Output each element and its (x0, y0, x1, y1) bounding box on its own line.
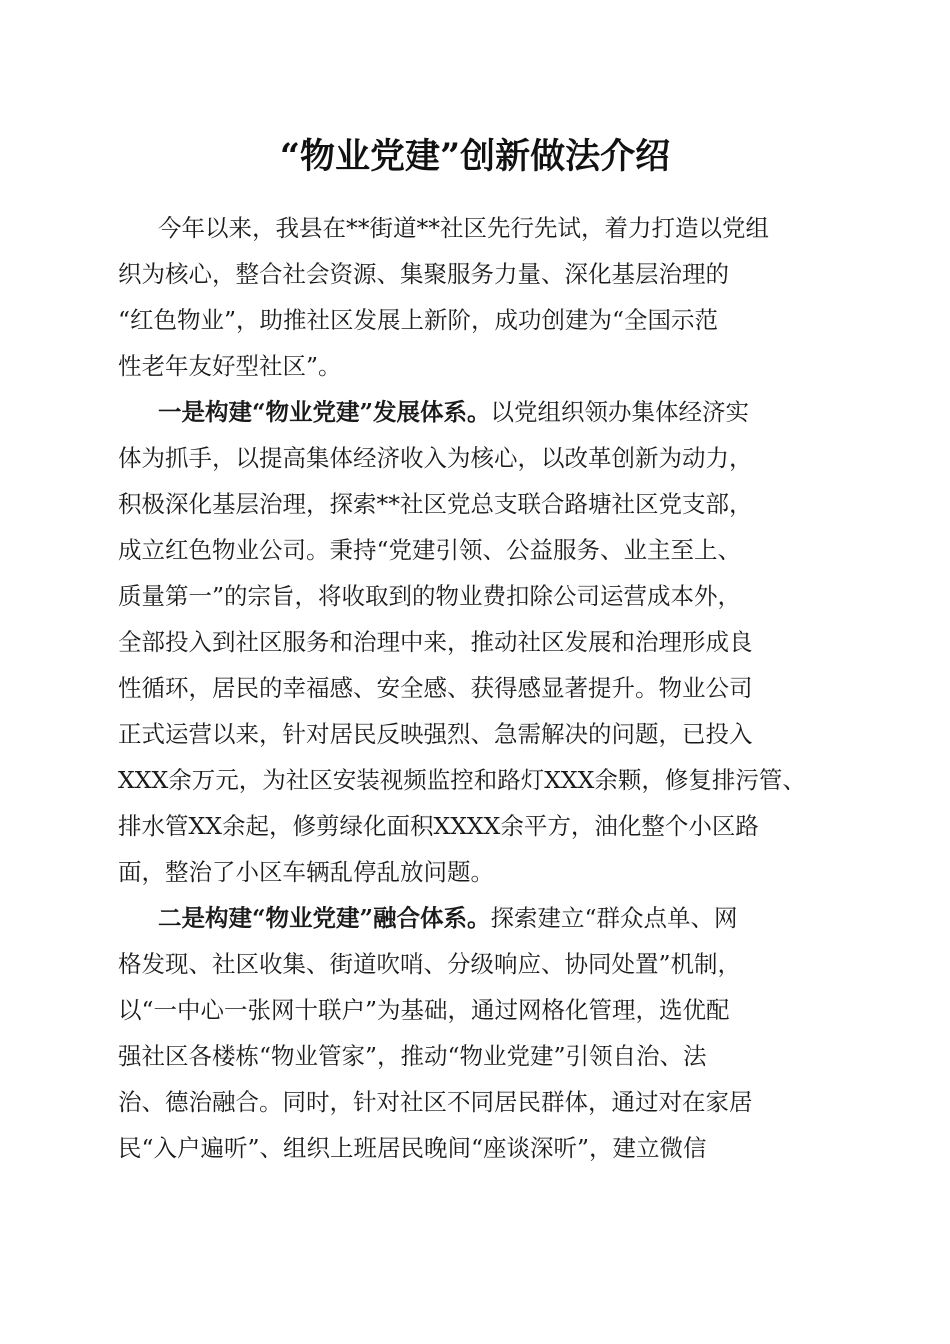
text-line: 治、德治融合。同时，针对社区不同居民群体，通过对在家居 (118, 1088, 753, 1116)
text-line: 强社区各楼栋“物业管家”，推动“物业党建”引领自治、法 (118, 1042, 707, 1070)
text-line: 质量第一”的宗旨，将收取到的物业费扣除公司运营成本外， (118, 582, 742, 610)
paragraph-development-system (118, 389, 838, 895)
text-line: 全部投入到社区服务和治理中来，推动社区发展和治理形成良 (118, 628, 753, 656)
text-line: 以“一中心一张网十联户”为基础，通过网格化管理，选优配 (118, 996, 730, 1024)
text-line: 性循环，居民的幸福感、安全感、获得感显著提升。物业公司 (118, 674, 753, 702)
text-line: 体为抓手，以提高集体经济收入为核心，以改革创新为动力， (118, 444, 753, 472)
text-line: 织为核心，整合社会资源、集聚服务力量、深化基层治理的 (118, 260, 729, 288)
text-line (118, 895, 838, 941)
paragraph-lead: 一是构建“物业党建”发展体系。 (158, 398, 491, 426)
paragraph-intro (118, 205, 838, 389)
text-line: XXX余万元，为社区安装视频监控和路灯XXX余颗，修复排污管、 (118, 766, 806, 794)
text-line: 性老年友好型社区”。 (118, 352, 342, 380)
document-title: “物业党建”创新做法介绍 (279, 136, 671, 177)
text-line: 格发现、社区收集、街道吹哨、分级响应、协同处置”机制， (118, 950, 742, 978)
paragraph-lead-rest: 以党组织领办集体经济实 (490, 398, 750, 426)
text-line (118, 389, 838, 435)
text-line: 面，整治了小区车辆乱停乱放问题。 (118, 858, 494, 886)
text-line: 成立红色物业公司。秉持“党建引领、公益服务、业主至上、 (118, 536, 742, 564)
document-body (118, 205, 838, 1171)
text-line: 民“入户遍听”、组织上班居民晚间“座谈深听”，建立微信 (118, 1134, 707, 1162)
paragraph-lead: 二是构建“物业党建”融合体系。 (158, 904, 491, 932)
text-line: 今年以来，我县在**街道**社区先行先试，着力打造以党组 (158, 214, 769, 242)
paragraph-lead-rest: 探索建立“群众点单、网 (490, 904, 738, 932)
text-line: “红色物业”，助推社区发展上新阶，成功创建为“全国示范 (118, 306, 719, 334)
text-line: 排水管XX余起，修剪绿化面积XXXX余平方，油化整个小区路 (118, 812, 759, 840)
text-line: 正式运营以来，针对居民反映强烈、急需解决的问题，已投入 (118, 720, 753, 748)
text-line: 积极深化基层治理，探索**社区党总支联合路塘社区党支部， (118, 490, 753, 518)
paragraph-integration-system (118, 895, 838, 1171)
